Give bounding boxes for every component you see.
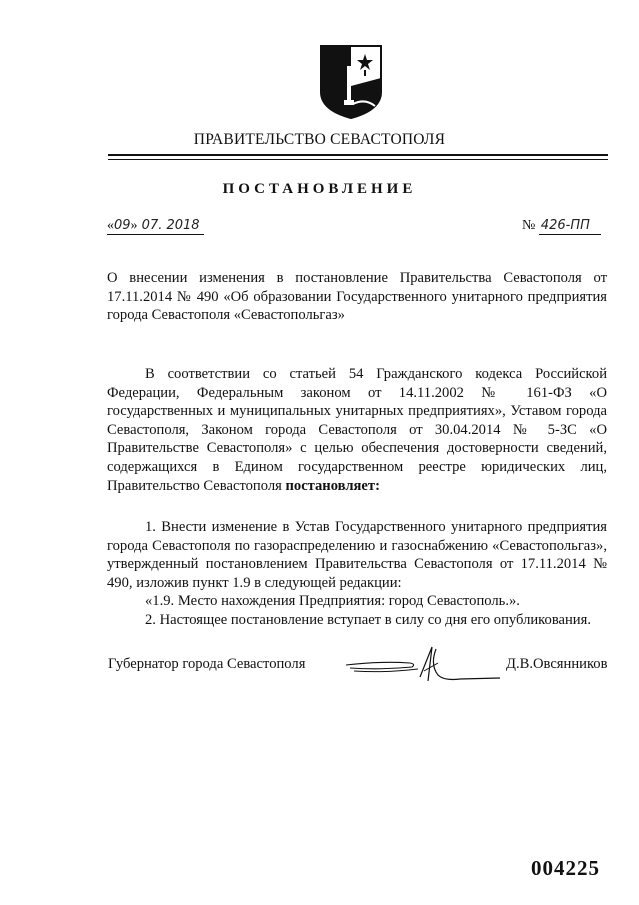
date-day: 09 [114,218,131,233]
resolution-items [107,518,607,630]
header-rule-thick [108,154,608,156]
document-number [522,218,601,235]
preamble-text: В соответствии со статьей 54 Гражданского кодекса Российской Федерации, Федеральным законом от 14.11.2002 № 161-ФЗ «О государственных и муниципальных унитарных предприятиях», Уставом города Севастополя, Законом города Севастополя от 30.04.2014 № 5-ЗС «О Правительстве Севастополя» с целью обеспечения достоверности сведений, содержащихся в Едином государственном реестре юридических лиц, Правительство Севастополя [107,366,607,494]
resolution-item-1-quote: «1.9. Место нахождения Предприятия: город Севастополь.». [145,593,520,610]
subject-text: О внесении изменения в постановление Правительства Севастополя от 17.11.2014 № 490 «Об образовании Государственного унитарного предприятия города Севастополя «Севастопольгаз» [107,270,607,324]
resolution-item-2: 2. Настоящее постановление вступает в силу со дня его опубликования. [145,611,591,628]
preamble-paragraph [107,365,607,495]
subject-paragraph [107,269,607,325]
document-type-title: ПОСТАНОВЛЕНИЕ [222,181,417,197]
serial-number: 004225 [531,856,600,880]
date-close-quote: » [130,218,138,233]
date-month-year: 07. 2018 [137,218,200,233]
preamble-emphasis: постановляет: [285,477,380,494]
document-date [107,218,204,235]
sevastopol-coat-of-arms-icon [317,44,385,120]
header-rule-thin [108,159,608,160]
organization-title: ПРАВИТЕЛЬСТВО СЕВАСТОПОЛЯ [193,131,446,148]
signatory-role: Губернатор города Севастополя [108,656,306,672]
date-open-quote: « [107,218,114,233]
signatory-name: Д.В.Овсянников [506,656,608,672]
number-prefix: № [522,218,536,233]
number-value: 426-ПП [540,218,590,233]
handwritten-signature [340,641,500,687]
resolution-item-1: 1. Внести изменение в Устав Государственного унитарного предприятия города Севастополя по газораспределению и газоснабжению «Севастопольгаз», утвержденный постановлением Правительства Севастополя от 17.11.2014 № 490, изложив пункт 1.9 в следующей редакции: [107,519,607,591]
